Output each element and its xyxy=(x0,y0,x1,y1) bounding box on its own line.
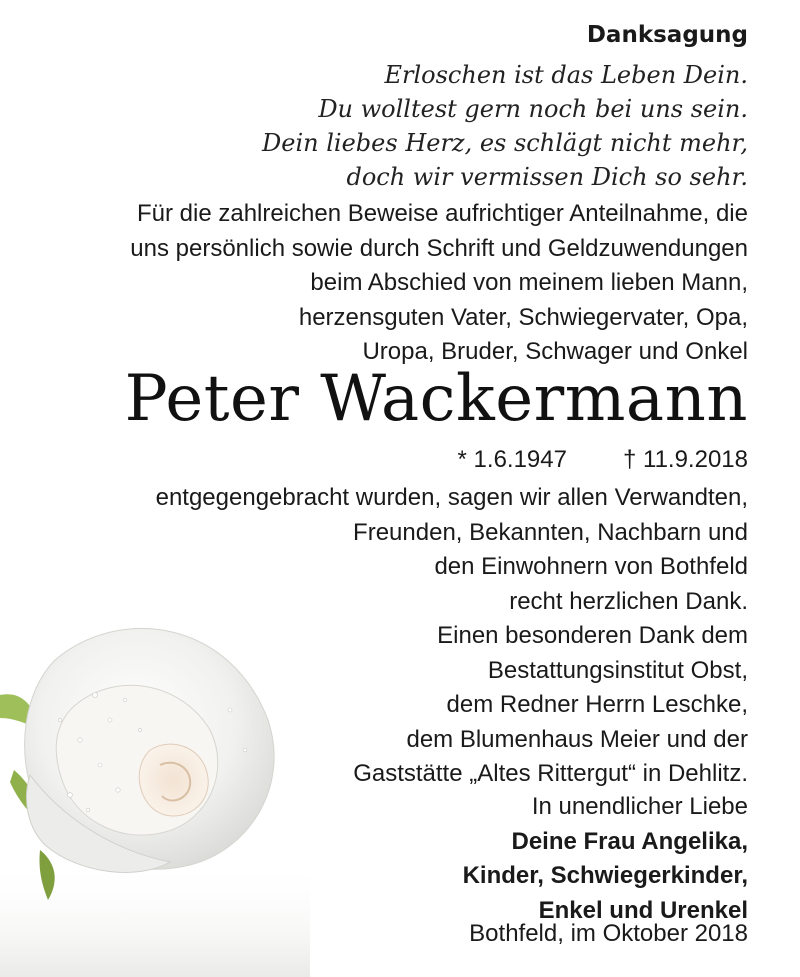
text-line: Gaststätte „Altes Rittergut“ in Dehlitz. xyxy=(353,760,748,787)
signature-name: Enkel und Urenkel xyxy=(538,896,748,924)
life-dates xyxy=(458,446,748,474)
text-line: beim Abschied von meinem lieben Mann, xyxy=(310,269,748,296)
signature-intro: In unendlicher Liebe xyxy=(531,793,748,820)
poem xyxy=(262,58,748,194)
text-line: recht herzlichen Dank. xyxy=(509,587,748,615)
deceased-name: Peter Wackermann xyxy=(124,362,748,436)
poem-line: Erloschen ist das Leben Dein. xyxy=(384,61,748,89)
text-line: uns persönlich sowie durch Schrift und Geldzuwendungen xyxy=(130,234,748,262)
text-line: Freunden, Bekannten, Nachbarn und xyxy=(353,518,748,546)
notice-heading: Danksagung xyxy=(586,22,748,48)
text-line: Für die zahlreichen Beweise aufrichtiger Anteilnahme, die xyxy=(136,200,748,227)
text-line: den Einwohnern von Bothfeld xyxy=(434,553,748,580)
poem-line: Du wolltest gern noch bei uns sein. xyxy=(318,95,748,123)
poem-line: doch wir vermissen Dich so sehr. xyxy=(346,163,748,191)
poem-line: Dein liebes Herz, es schlägt nicht mehr, xyxy=(262,129,748,157)
text-line: dem Blumenhaus Meier und der xyxy=(406,725,748,753)
birth-date: * 1.6.1947 xyxy=(457,446,567,473)
intro-paragraph xyxy=(0,197,748,370)
text-line: Bestattungsinstitut Obst, xyxy=(487,656,748,684)
place-date: Bothfeld, im Oktober 2018 xyxy=(469,920,748,947)
signature-name: Kinder, Schwiegerkinder, xyxy=(462,862,748,889)
text-line: dem Redner Herrn Leschke, xyxy=(446,691,748,718)
text-line: herzensguten Vater, Schwiegervater, Opa, xyxy=(298,303,748,331)
signature-name: Deine Frau Angelika, xyxy=(511,827,748,855)
text-line: entgegengebracht wurden, sagen wir allen Verwandten, xyxy=(155,484,748,511)
death-date: † 11.9.2018 xyxy=(622,446,748,473)
text-line: Einen besonderen Dank dem xyxy=(437,622,748,649)
special-thanks-paragraph xyxy=(353,619,748,792)
text-line: Uropa, Bruder, Schwager und Onkel xyxy=(362,338,748,365)
signature xyxy=(463,790,748,928)
thanks-paragraph xyxy=(156,481,748,619)
